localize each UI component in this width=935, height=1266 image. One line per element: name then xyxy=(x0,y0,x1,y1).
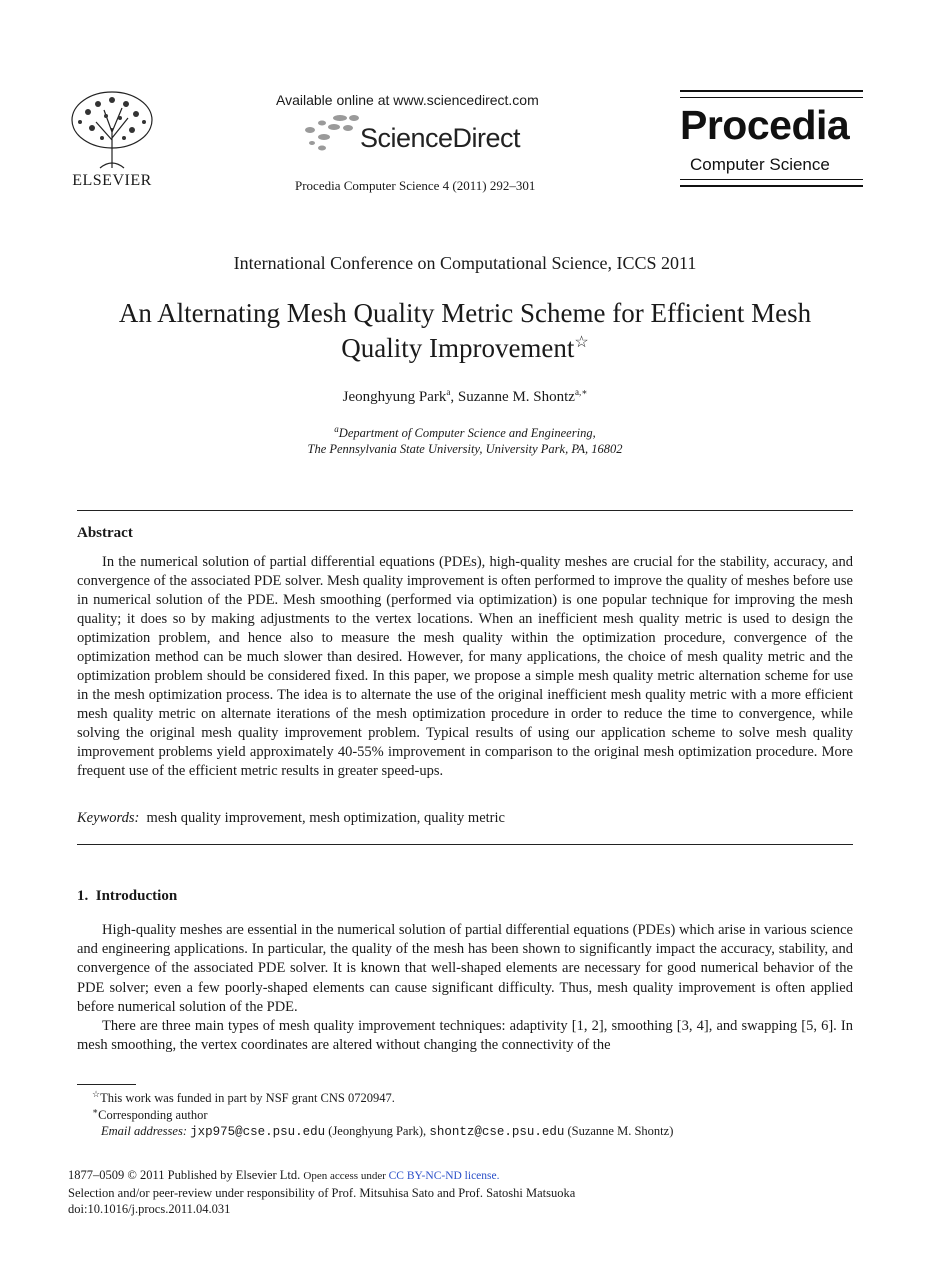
doi-line: doi:10.1016/j.procs.2011.04.031 xyxy=(68,1202,231,1216)
available-online: Available online at www.sciencedirect.com xyxy=(276,92,539,108)
procedia-bottom-rule xyxy=(680,185,863,187)
abstract-top-rule xyxy=(77,510,853,511)
email-link-shontz[interactable]: shontz@cse.psu.edu xyxy=(429,1125,565,1139)
abstract-bottom-rule xyxy=(77,844,853,845)
license-link[interactable]: CC BY-NC-ND license. xyxy=(388,1170,500,1182)
publication-info xyxy=(68,1167,575,1218)
elsevier-wordmark: ELSEVIER xyxy=(72,172,152,189)
footnote-funding: ☆This work was funded in part by NSF grant CNS 0720947. xyxy=(92,1088,395,1105)
keywords-text: mesh quality improvement, mesh optimization, quality metric xyxy=(146,810,505,826)
procedia-subtitle: Computer Science xyxy=(690,155,830,174)
sciencedirect-wordmark: ScienceDirect xyxy=(360,123,521,153)
elsevier-logo xyxy=(66,88,158,192)
author-1: Jeonghyung Park xyxy=(342,389,447,405)
author-2: Suzanne M. Shontz xyxy=(457,389,575,405)
abstract-heading: Abstract xyxy=(77,525,133,541)
introduction-body xyxy=(77,921,853,1055)
peer-review-line: Selection and/or peer-review under responsibility of Prof. Mitsuhisa Sato and Prof. Satoshi Matsuoka xyxy=(68,1185,576,1200)
sciencedirect-logo xyxy=(300,113,540,155)
abstract-text: In the numerical solution of partial differential equations (PDEs), high-quality meshes are crucial for the stability, accuracy, and convergence of the associated PDE solver. Mesh quality improvement is often performed to improve the quality of meshes before use in numerical solution of the PDE. Mesh smoothing (performed via optimization) is one popular technique for improving the mesh quality; it does so by making adjustments to the vertex locations. When an inefficient mesh quality metric is used to design the optimization problem, and hence also to measure the mesh quality within the optimization procedure, convergence of the optimization method can be much slower than desired. However, for many applications, the choice of mesh quality metric and the optimization problem should be considered fixed. In this paper, we propose a simple mesh quality metric alternation scheme for use in the mesh optimization process. The idea is to alternate the use of the original inefficient mesh quality metric with a more efficient mesh quality metric on alternate iterations of the mesh optimization procedure in order to reduce the time to convergence, while solving the original mesh quality improvement problem. Typical results of using our application scheme to solve mesh quality improvement problems yield approximately 40-55% improvement in comparison to the original mesh optimization procedure. More frequent use of the efficient metric results in greater speed-ups. xyxy=(77,554,853,779)
footnote-rule xyxy=(77,1084,136,1085)
keywords-label: Keywords: xyxy=(77,810,140,826)
procedia-bottom-rule-thin xyxy=(680,179,863,180)
procedia-top-rule-thin xyxy=(680,97,863,98)
footnote-emails: Email addresses: jxp975@cse.psu.edu (Jeonghyung Park), shontz@cse.psu.edu (Suzanne M. Shontz) xyxy=(101,1124,674,1139)
email-link-park[interactable]: jxp975@cse.psu.edu xyxy=(190,1125,326,1139)
footnote-corresponding: ∗Corresponding author xyxy=(92,1105,208,1122)
copyright-line: 1877–0509 © 2011 Published by Elsevier Ltd. Open access under CC BY-NC-ND license. xyxy=(68,1168,500,1182)
procedia-logo xyxy=(680,90,863,190)
affiliation: $^a$Department of Computer Science and Engineering, The Pennsylvania State University, University Park, PA, 16802 xyxy=(307,423,623,456)
paper-title xyxy=(0,296,930,366)
elsevier-tree-icon xyxy=(66,88,158,170)
procedia-top-rule xyxy=(680,90,863,92)
intro-paragraph-2: There are three main types of mesh quality improvement techniques: adaptivity [1, 2], smoothing [3, 4], and swapping [5, 6]. In mesh smoothing, the vertex coordinates are altered without changing the connectivity of the xyxy=(77,1018,853,1054)
paper-title-line2: Quality Improvement☆ xyxy=(341,333,589,363)
journal-citation: Procedia Computer Science 4 (2011) 292–301 xyxy=(295,178,536,193)
sciencedirect-dots-icon xyxy=(300,113,360,153)
author-list: Jeonghyung Park$^a$, Suzanne M. Shontz$^{a,∗}$ xyxy=(342,387,588,405)
paper-title-line1: An Alternating Mesh Quality Metric Scheme for Efficient Mesh xyxy=(118,298,812,328)
title-star-mark: ☆ xyxy=(574,334,589,351)
keywords xyxy=(77,810,505,827)
footnotes xyxy=(92,1090,673,1141)
intro-paragraph-1: High-quality meshes are essential in the numerical solution of partial differential equations (PDEs) which arise in various science and engineering applications. In particular, the quality of the mesh has been shown to significantly impact the accuracy, stability, and convergence of the associated PDE solver. It is known that well-shaped elements are necessary for good numerical behavior of the PDE solver; even a few poorly-shaped elements can cause significant difficulty. Thus, mesh quality improvement is often applied before numerical solution of the PDE. xyxy=(77,922,853,1015)
procedia-title: Procedia xyxy=(680,102,850,148)
conference-name: International Conference on Computational Science, ICCS 2011 xyxy=(233,253,697,273)
section-heading-introduction: 1. Introduction xyxy=(77,888,178,904)
